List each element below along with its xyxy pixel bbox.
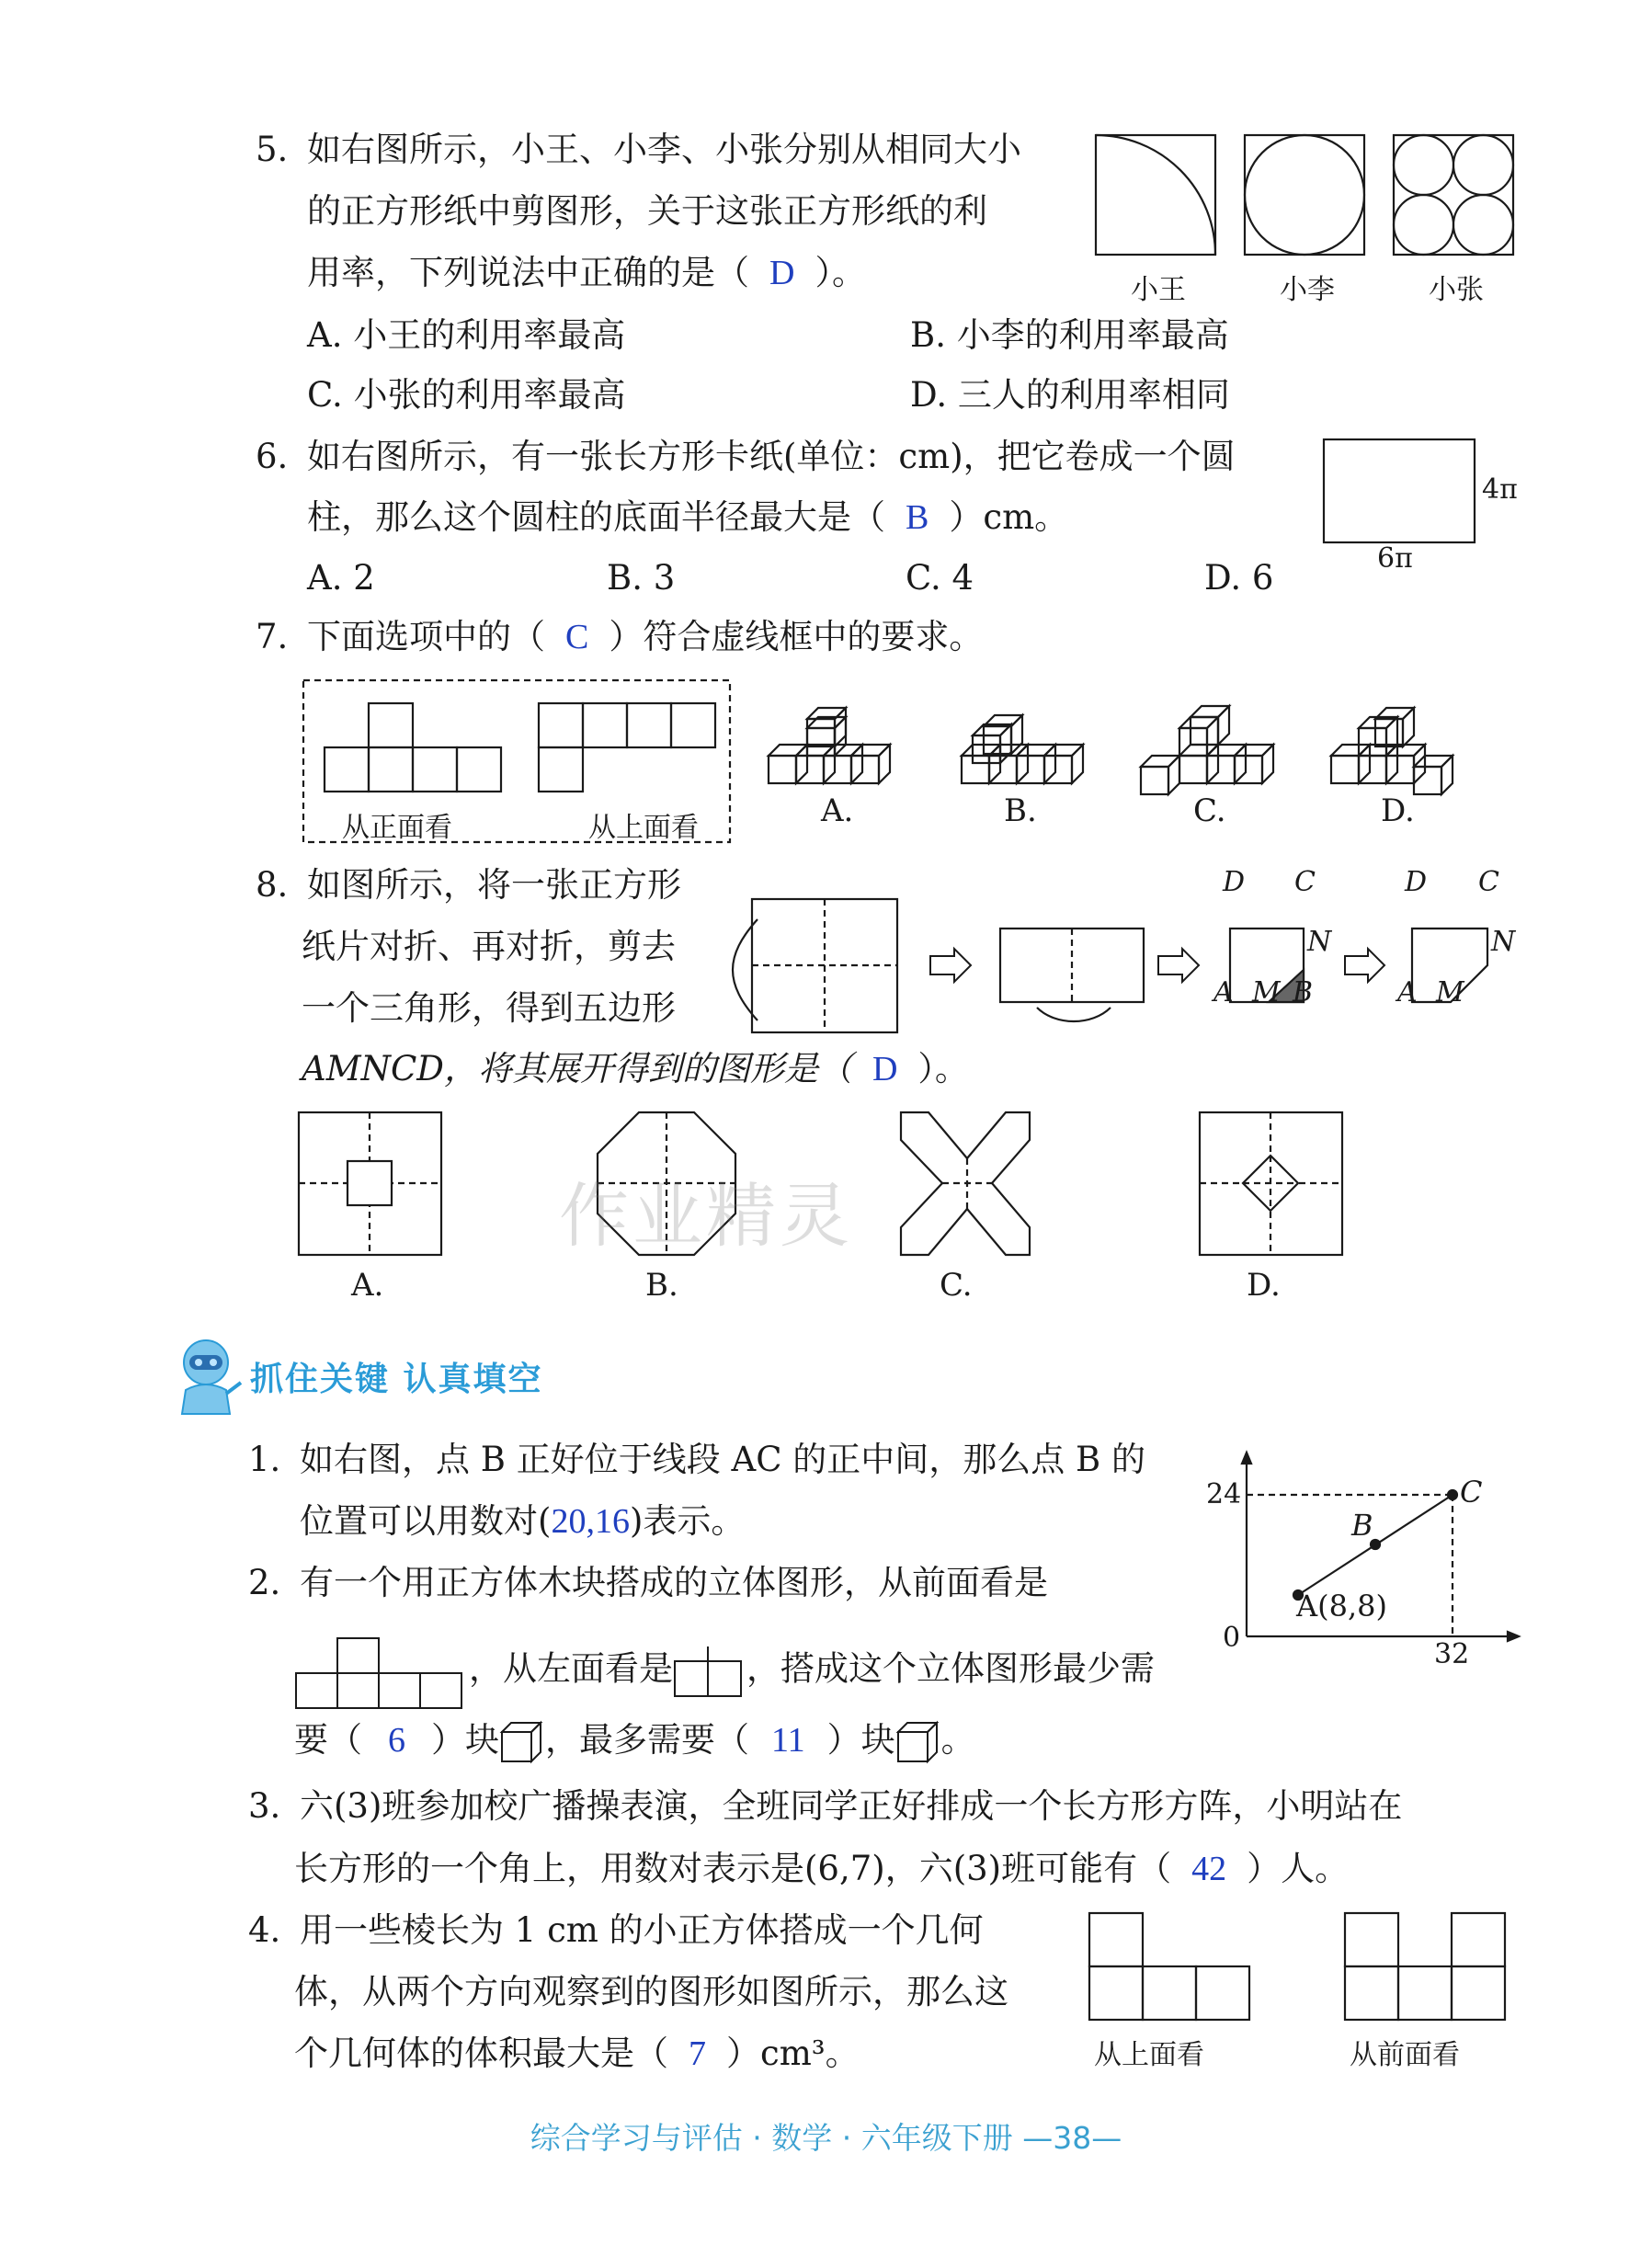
q8-option-d-figure <box>1200 1112 1342 1255</box>
f1-point-b-label: B <box>1351 1508 1373 1543</box>
q5-label-wang: 小王 <box>1131 274 1186 306</box>
f1-axis-x-label: 32 <box>1434 1638 1470 1670</box>
q5-option-c: C. 小张的利用率最高 <box>307 375 626 415</box>
q7-option-b-figure <box>962 715 1083 783</box>
q6-option-a: A. 2 <box>307 558 375 598</box>
q8-label-m1: M <box>1252 976 1281 1008</box>
q8-option-b-label: B. <box>645 1267 678 1304</box>
f1-line1: 1. 如右图，点 B 正好位于线段 AC 的正中间，那么点 B 的 <box>248 1440 1145 1479</box>
section-header <box>173 1335 724 1418</box>
q5-figures <box>1094 133 1526 262</box>
q7-top-view <box>539 703 715 792</box>
q6-height-label: 4π <box>1482 473 1518 506</box>
q7-front-caption: 从正面看 <box>342 812 452 844</box>
q8-label-n2: N <box>1491 926 1516 958</box>
f2-left-view-figure <box>673 1645 746 1698</box>
q5-line3: 用率，下列说法中正确的是（ D ）。 <box>307 253 866 292</box>
q7-option-a-label: A. <box>821 792 854 829</box>
q6-option-d: D. 6 <box>1204 558 1274 598</box>
f3-line2: 长方形的一个角上，用数对表示是(6,7)，六(3)班可能有（ 42 ）人。 <box>294 1849 1350 1888</box>
q8-option-c-label: C. <box>940 1267 973 1304</box>
q7-front-view <box>325 703 501 792</box>
q8-label-b1: B <box>1293 976 1314 1008</box>
square-circle <box>1245 135 1364 255</box>
q8-label-c2: C <box>1478 866 1499 898</box>
f2-line3: 要（ 6 ）块 ，最多需要（ 11 ）块 。 <box>294 1717 975 1766</box>
f4-front-view <box>1345 1913 1505 2020</box>
q7-option-b-label: B. <box>1004 792 1037 829</box>
q5-option-b: B. 小李的利用率最高 <box>910 315 1229 355</box>
f1-point-c-label: C <box>1460 1475 1483 1510</box>
f1-line2: 位置可以用数对(20,16)表示。 <box>300 1501 746 1541</box>
q6-width-label: 6π <box>1377 542 1413 575</box>
f2-line2: ，从左面看是 ，搭成这个立体图形最少需 <box>294 1633 1155 1710</box>
f2-answer-max: 11 <box>771 1721 805 1760</box>
q8-label-a1: A <box>1213 976 1234 1008</box>
q8-line1: 8. 如图所示，将一张正方形 <box>256 865 681 905</box>
watermark: 作业精灵 <box>559 1175 853 1257</box>
q6-option-b: B. 3 <box>607 558 676 598</box>
q7-option-a-figure <box>769 708 890 783</box>
square-quarter-circle <box>1096 135 1215 255</box>
q8-answer: D <box>872 1050 898 1088</box>
f4-top-view <box>1089 1913 1249 2020</box>
q8-line2: 纸片对折、再对折，剪去 <box>302 927 676 966</box>
q5-line1: 5. 如右图所示，小王、小李、小张分别从相同大小 <box>256 130 1021 169</box>
page-footer: 综合学习与评估 · 数学 · 六年级下册 —38— <box>530 2120 1122 2156</box>
q5-answer: D <box>769 254 795 292</box>
q8-line3: 一个三角形，得到五边形 <box>302 988 676 1028</box>
robot-mascot-icon <box>173 1335 246 1418</box>
cube-icon <box>895 1720 941 1766</box>
q8-folding-diagram <box>734 883 1524 1039</box>
q5-line2: 的正方形纸中剪图形，关于这张正方形纸的利 <box>307 191 987 231</box>
q8-option-a-label: A. <box>351 1267 384 1304</box>
f1-point-a-label: A(8,8) <box>1296 1589 1387 1624</box>
q5-option-d: D. 三人的利用率相同 <box>910 375 1230 415</box>
q6-line2: 柱，那么这个圆柱的底面半径最大是（ B ）cm。 <box>307 497 1069 537</box>
f2-answer-min: 6 <box>388 1721 405 1760</box>
q7-option-d-figure <box>1331 708 1453 794</box>
q5-label-li: 小李 <box>1280 274 1335 306</box>
f4-line2: 体，从两个方向观察到的图形如图所示，那么这 <box>294 1972 1008 2011</box>
q6-line1: 6. 如右图所示，有一张长方形卡纸(单位：cm)，把它卷成一个圆 <box>256 437 1236 476</box>
square-four-circles <box>1394 135 1513 255</box>
q8-label-n1: N <box>1307 926 1332 958</box>
f2-front-view-figure <box>294 1633 469 1710</box>
f4-answer: 7 <box>689 2034 706 2073</box>
q7-option-c-label: C. <box>1193 792 1226 829</box>
f1-answer: 20,16 <box>551 1502 630 1541</box>
q8-line4: AMNCD，将其展开得到的图形是（ D ）。 <box>302 1049 969 1088</box>
q6-answer: B <box>906 498 929 537</box>
q5-option-a: A. 小王的利用率最高 <box>307 315 626 355</box>
q7-line: 7. 下面选项中的（ C ）符合虚线框中的要求。 <box>256 617 984 656</box>
f4-top-caption: 从上面看 <box>1094 2039 1204 2071</box>
q8-option-a-figure <box>299 1112 441 1255</box>
q7-answer: C <box>565 618 589 656</box>
f1-origin-label: 0 <box>1223 1622 1241 1654</box>
q8-label-d2: D <box>1405 866 1428 898</box>
f4-front-caption: 从前面看 <box>1350 2039 1460 2071</box>
q7-options-figures <box>763 699 1498 800</box>
f4-view-figures <box>1085 1908 1508 2028</box>
f4-line1: 4. 用一些棱长为 1 cm 的小正方体搭成一个几何 <box>248 1910 984 1950</box>
q8-option-d-label: D. <box>1247 1267 1281 1304</box>
q6-rectangle-card <box>1322 438 1478 548</box>
q7-option-c-figure <box>1141 706 1273 794</box>
f4-line3: 个几何体的体积最大是（ 7 ）cm³。 <box>294 2034 860 2073</box>
q8-label-m2: M <box>1436 976 1464 1008</box>
section-title: 抓住关键 认真填空 <box>250 1361 543 1398</box>
f3-line1: 3. 六(3)班参加校广播操表演，全班同学正好排成一个长方形方阵，小明站在 <box>248 1786 1403 1826</box>
q8-label-c1: C <box>1294 866 1316 898</box>
q8-label-d1: D <box>1223 866 1246 898</box>
q8-label-a2: A <box>1397 976 1418 1008</box>
q8-option-c-figure <box>901 1112 1030 1255</box>
q7-option-d-label: D. <box>1381 792 1415 829</box>
q6-option-c: C. 4 <box>906 558 974 598</box>
q5-label-zhang: 小张 <box>1429 274 1484 306</box>
cube-icon <box>499 1720 545 1766</box>
f2-line1: 2. 有一个用正方体木块搭成的立体图形，从前面看是 <box>248 1563 1048 1602</box>
f3-answer: 42 <box>1191 1850 1227 1888</box>
q7-top-caption: 从上面看 <box>588 812 699 844</box>
f1-axis-y-label: 24 <box>1206 1478 1242 1510</box>
